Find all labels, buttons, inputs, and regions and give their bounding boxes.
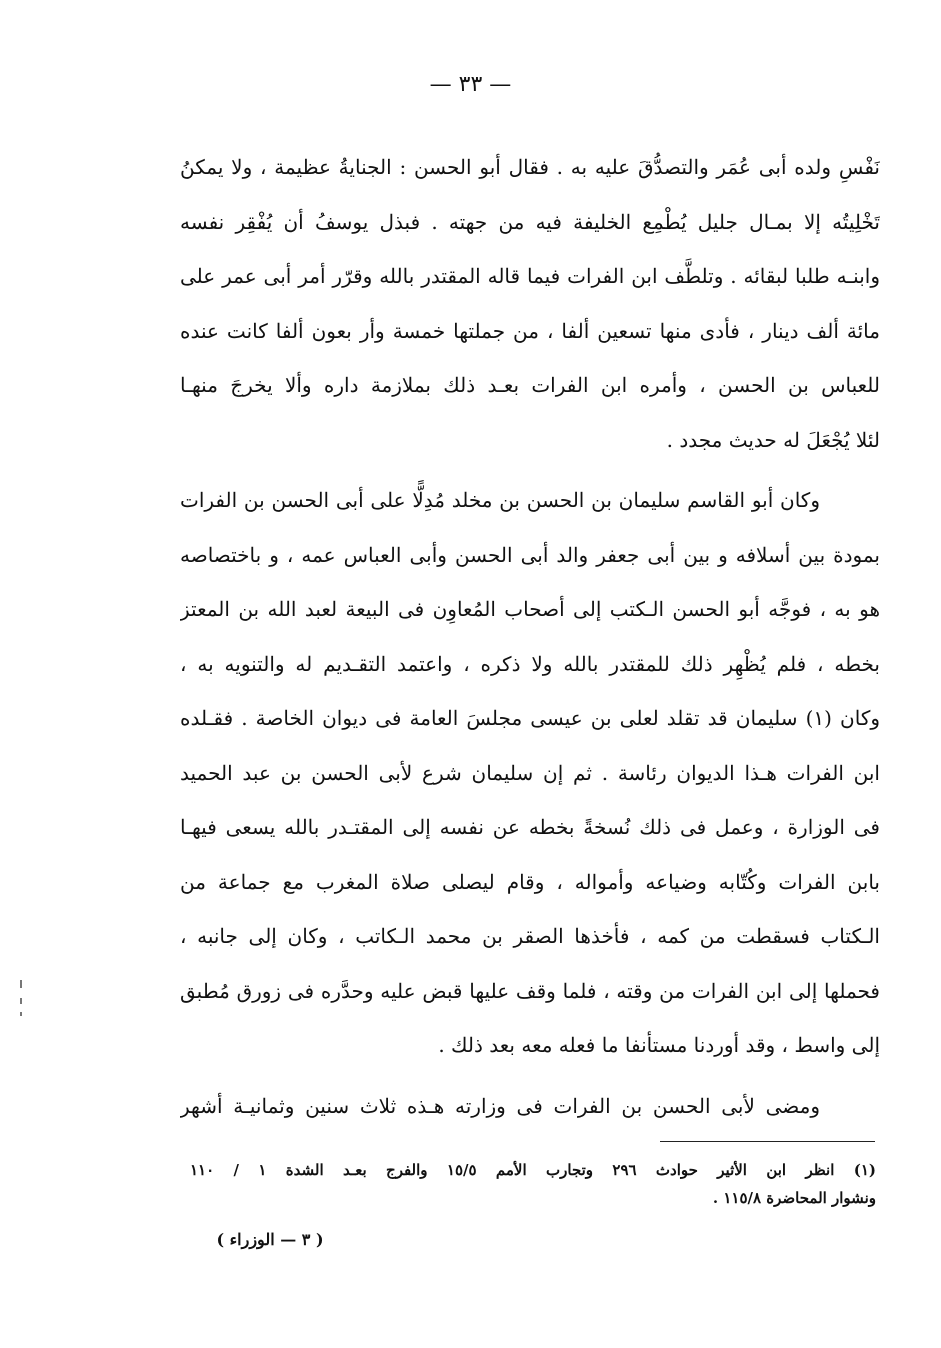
scan-mark xyxy=(20,998,22,1004)
text-line: ابن الفرات هـذا الديوان رئاسة . ثم إن سليمان شرع لأبى الحسن بن عبد الحميد xyxy=(180,760,880,785)
footnote-line: ونشوار المحاضرة ١١٥/٨ . xyxy=(712,1189,876,1207)
text-line: بمودة بين أسلافه و بين أبى جعفر والد أبى الحسن وأبى العباس عمه ، و باختصاصه xyxy=(180,542,880,567)
text-line: فحملها إلى ابن الفرات من وقته ، فلما وقف عليها قبض عليه وحدَّره فى زورق مُطبق xyxy=(180,978,880,1003)
text-line: بخطه ، فلم يُظْهِر ذلك للمقتدر بالله ولا ذكره ، واعتمد التقـديم له والتنويه به ، xyxy=(180,651,880,676)
text-line: هو به ، فوجَّه أبو الحسن الـكتب إلى أصحاب المُعاوِن فى البيعة لعبد الله بن المعتز xyxy=(180,597,880,621)
text-line: وكان (١) سليمان قد تقلد لعلى بن عيسى مجلسَ العامة فى ديوان الخاصة . فقـلده xyxy=(180,706,880,730)
text-line: إلى واسط ، وقد أوردنا مستأنفا ما فعله معه بعد ذلك . xyxy=(438,1033,880,1057)
text-line: نَفْسِ ولده أبى عُمَر والتصدُّقَ عليه به . فقال أبو الحسن : الجنايةُ عظيمة ، ولا يمكنُ xyxy=(180,155,880,179)
footnote-separator xyxy=(660,1141,875,1142)
footnote-line: (١) انظر ابن الأثير حوادث ٢٩٦ وتجارب الأمم ١٥/٥ والفرج بعـد الشدة ١ / ١١٠ xyxy=(190,1161,876,1179)
text-line: فى الوزارة ، وعمل فى ذلك نُسخةً بخطه عن نفسه إلى المقتـدر بالله يسعى فيهـا xyxy=(180,815,880,839)
text-line: تَخْلِيتُه إلا بمـال جليل يُطْمِع الخليفة فيه من جهته . فبذل يوسفُ أن يُفْقِر نفسه xyxy=(180,209,880,234)
footnotes xyxy=(190,1156,876,1212)
text-line: وكان أبو القاسم سليمان بن الحسن بن مخلد مُدِلًّا على أبى الحسن بن الفرات xyxy=(180,488,820,512)
text-line: ومضى لأبى الحسن بن الفرات فى وزارته هـذه ثلاث سنين وثمانيـة أشهر xyxy=(180,1093,820,1118)
signature-mark: ( ٣ — الوزراء ) xyxy=(216,1230,324,1249)
scan-mark xyxy=(20,1012,22,1016)
text-line: مائة ألف دينار ، فأدى منها تسعين ألفا ، من جملتها خمسة وأر بعون ألفا كانت عنده xyxy=(180,318,880,343)
text-line: وابنـه طلبا لبقائه . وتلطَّف ابن الفرات فيما قاله المقتدر بالله وقرّر أمر أبى عمر على xyxy=(180,264,880,288)
text-line: للعباس بن الحسن ، وأمره ابن الفرات بعـد ذلك بملازمة داره وألا يخرجَ منهـا xyxy=(180,373,880,397)
page-number: — ٣٣ — xyxy=(429,72,512,97)
scan-mark xyxy=(20,980,22,988)
body-text xyxy=(180,140,880,1133)
text-line: بابن الفرات وكُتّابه وضياعه وأمواله ، وقام ليصلى صلاة المغرب مع جماعة من xyxy=(180,869,880,894)
text-line: لئلا يُجْعَلَ له حديث مجدد . xyxy=(666,427,880,452)
text-line: الـكتاب فسقطت من كمه ، فأخذها الصقر بن محمد الـكاتب ، وكان إلى جانبه ، xyxy=(180,924,880,948)
